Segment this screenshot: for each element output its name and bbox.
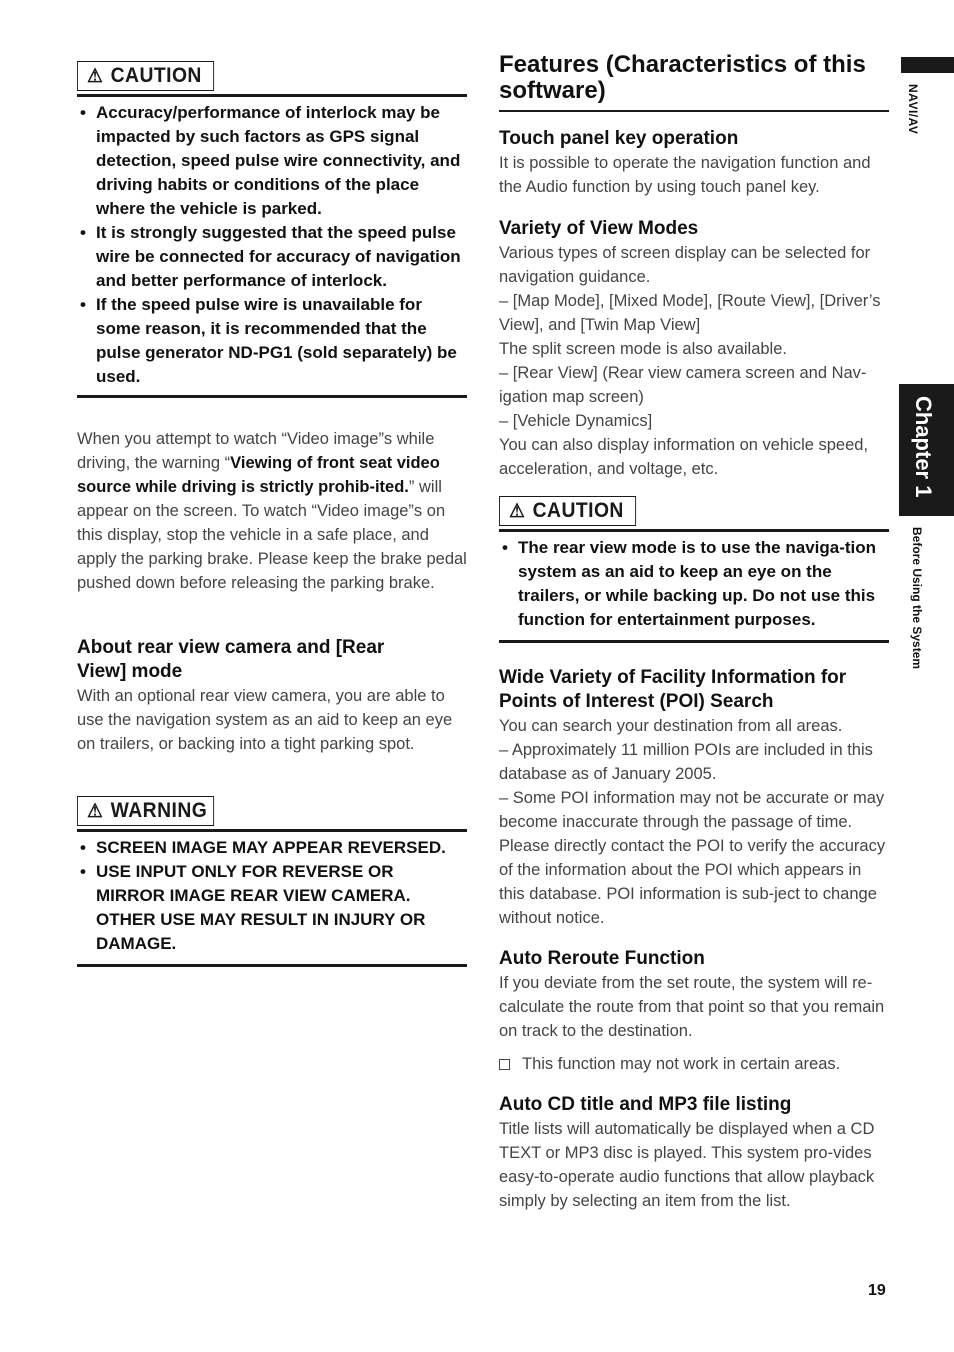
reroute-section <box>499 947 889 1076</box>
warning-item: • USE INPUT ONLY FOR REVERSE OR MIRROR IMAGE REAR VIEW CAMERA. OTHER USE MAY RESULT IN INJURY OR DAMAGE. <box>77 860 467 956</box>
view-modes-line: – [Map Mode], [Mixed Mode], [Route View], [Driver’s View], and [Twin Map View] <box>499 292 881 334</box>
view-modes-line: – [Rear View] (Rear view camera screen and Nav-igation map screen) <box>499 364 867 406</box>
poi-line: – Some POI information may not be accurate or may become inaccurate through the passage of time. Please directly contact the POI to verify the accuracy of the information about the POI which appears in this database. POI information is sub-ject to change without notice. <box>499 789 886 927</box>
warning-label-text: WARNING <box>110 799 208 822</box>
view-modes-line: Various types of screen display can be selected for navigation guidance. <box>499 244 871 286</box>
video-warning-paragraph: When you attempt to watch “Video image”s while driving, the warning “Viewing of front seat video source while driving is strictly prohib-ited.” will appear on the screen. To watch “Video image”s on this display, stop the vehicle in a safe place, and apply the parking brake. Please keep the brake pedal pushed down before releasing the parking brake. <box>77 430 467 592</box>
note-box-icon <box>499 1059 510 1070</box>
caution-notice-1 <box>77 61 467 398</box>
chapter-title: Before Using the System <box>910 527 924 670</box>
rear-camera-body: With an optional rear view camera, you are able to use the navigation system as an aid to keep an eye on trailers, or backing into a tight parking spot. <box>77 687 453 753</box>
rear-camera-section <box>77 636 467 756</box>
cd-section <box>499 1093 889 1213</box>
rear-camera-heading: About rear view camera and [Rear View] mode <box>77 637 385 682</box>
chapter-label: Chapter 1 <box>911 396 936 498</box>
warning-triangle-icon: ⚠ <box>509 500 526 522</box>
caution-label-text: CAUTION <box>110 64 202 87</box>
poi-section <box>499 666 889 930</box>
touch-heading: Touch panel key operation <box>499 128 739 149</box>
view-modes-line: You can also display information on vehicle speed, acceleration, and voltage, etc. <box>499 436 869 478</box>
view-modes-line: – [Vehicle Dynamics] <box>499 412 653 430</box>
caution-notice-2 <box>499 496 889 643</box>
caution-item: • It is strongly suggested that the speed pulse wire be connected for accuracy of navigation and better performance of interlock. <box>77 221 467 293</box>
touch-section <box>499 127 889 199</box>
caution-item: • Accuracy/performance of interlock may be impacted by such factors as GPS signal detection, speed pulse wire connectivity, and driving habits or conditions of the place where the vehicle is parked. <box>77 101 467 221</box>
warning-item: • SCREEN IMAGE MAY APPEAR REVERSED. <box>77 836 467 860</box>
caution-label-text: CAUTION <box>532 499 624 522</box>
chapter-tab <box>899 384 954 516</box>
warning-triangle-icon: ⚠ <box>87 800 104 822</box>
caution-label <box>499 496 636 526</box>
warning-label <box>77 796 214 826</box>
poi-line: – Approximately 11 million POIs are included in this database as of January 2005. <box>499 741 873 783</box>
poi-line: You can search your destination from all areas. <box>499 717 843 735</box>
view-modes-line: The split screen mode is also available. <box>499 340 787 358</box>
page-title: Features (Characteristics of this software) <box>499 51 866 104</box>
reroute-body: If you deviate from the set route, the system will re-calculate the route from that point so that you remain on track to the destination. <box>499 974 885 1040</box>
section-label: NAVI/AV <box>906 84 920 135</box>
caution-item: • The rear view mode is to use the naviga-tion system as an aid to keep an eye on the trailers, or while backing up. Do not use this function for entertainment purposes. <box>499 536 889 632</box>
reroute-note: This function may not work in certain areas. <box>499 1052 889 1076</box>
cd-heading: Auto CD title and MP3 file listing <box>499 1094 792 1115</box>
sidebar-marker <box>901 57 954 73</box>
touch-body: It is possible to operate the navigation function and the Audio function by using touch panel key. <box>499 154 871 196</box>
view-modes-heading: Variety of View Modes <box>499 218 699 239</box>
page-number: 19 <box>868 1282 886 1299</box>
reroute-heading: Auto Reroute Function <box>499 948 705 969</box>
view-modes-section <box>499 217 889 481</box>
cd-body: Title lists will automatically be displayed when a CD TEXT or MP3 disc is played. This system pro-vides easy-to-operate audio functions that allow playback simply by selecting an item from the list. <box>499 1120 875 1210</box>
caution-label <box>77 61 214 91</box>
poi-heading: Wide Variety of Facility Information for Points of Interest (POI) Search <box>499 667 847 712</box>
warning-notice <box>77 796 467 967</box>
caution-item: • If the speed pulse wire is unavailable for some reason, it is recommended that the pulse generator ND-PG1 (sold separately) be used. <box>77 293 467 389</box>
warning-triangle-icon: ⚠ <box>87 65 104 87</box>
